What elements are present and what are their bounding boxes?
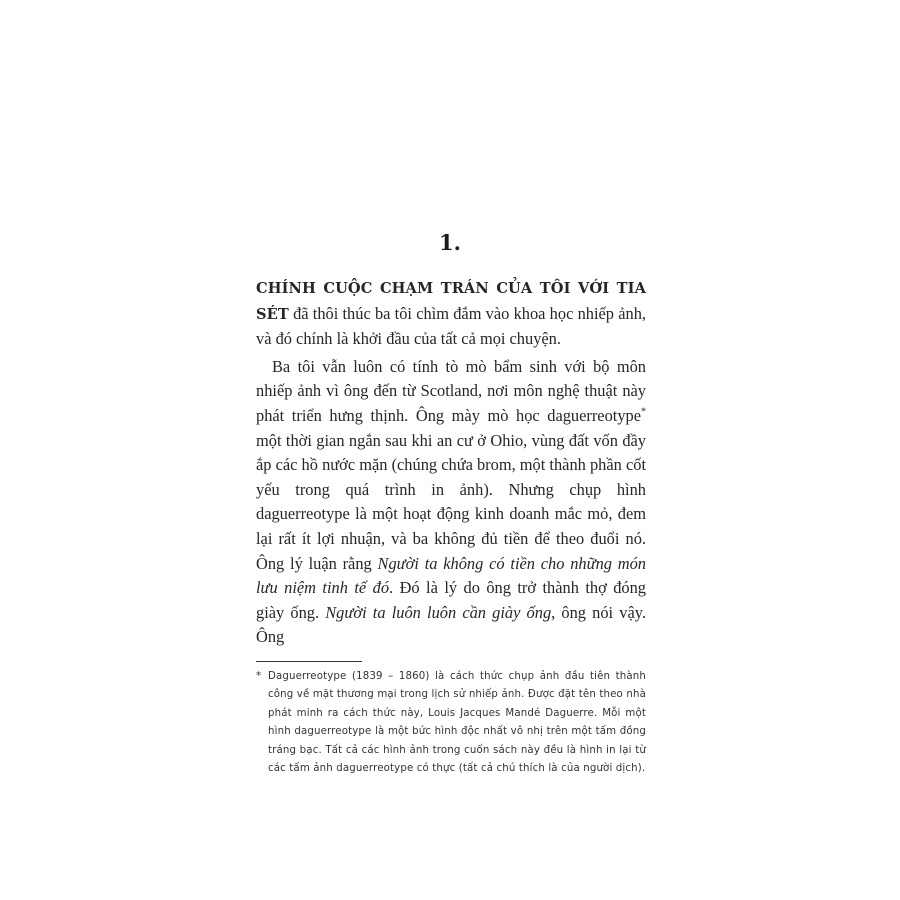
paragraph-2-part-2: một thời gian ngắn sau khi an cư ở Ohio, vùng đất vốn đầy ắp các hồ nước mặn (chúng chứa brom, một thành phần cốt yếu trong quá trình in ảnh). Nhưng chụp hình daguerreotype là một hoạt động kinh doanh mắc mỏ, đem lại rất ít lợi nhuận, và ba không đủ tiền để theo đuổi nó. Ông lý luận rằng bbox=[256, 430, 646, 573]
paragraph-2-part-1: Ba tôi vẫn luôn có tính tò mò bẩm sinh với bộ môn nhiếp ảnh vì ông đến từ Scotland, nơi môn nghệ thuật này phát triển hưng thịnh. Ông mày mò học daguerreotype bbox=[256, 356, 646, 425]
paragraph-2-part-3: . Đó là lý do ông trở thành thợ đóng giày ống. bbox=[256, 578, 646, 622]
footnote bbox=[256, 668, 646, 778]
paragraph-2-part-4: , ông nói vậy. Ông bbox=[256, 602, 646, 647]
footnote-reference: * bbox=[641, 406, 646, 418]
paragraph-1 bbox=[256, 276, 646, 352]
paragraph-1-text: đã thôi thúc ba tôi chìm đắm vào khoa học nhiếp ảnh, và đó chính là khởi đầu của tất cả mọi chuyện. bbox=[256, 303, 646, 349]
paragraph-2 bbox=[256, 355, 646, 650]
footnote-text: Daguerreotype (1839 – 1860) là cách thức chụp ảnh đầu tiên thành công về mặt thương mại trong lịch sử nhiếp ảnh. Được đặt tên theo nhà phát minh ra cách thức này, Louis Jacques Mandé Daguerre. Mỗi một hình daguerreotype là một bức hình độc nhất vô nhị trên một tấm đồng tráng bạc. Tất cả các hình ảnh trong cuốn sách này đều là hình in lại từ các tấm ảnh daguerreotype có thực (tất cả chú thích là của người dịch). bbox=[268, 671, 646, 775]
chapter-number: 1. bbox=[439, 230, 461, 255]
footnote-mark: * bbox=[256, 671, 262, 682]
body-text bbox=[256, 276, 646, 650]
paragraph-2-italic-quote-1: Người ta không có tiền cho những món lưu niệm tinh tế đó bbox=[256, 553, 646, 598]
footnote-divider bbox=[256, 661, 362, 662]
paragraph-1-lead-caps: CHÍNH CUỘC CHẠM TRÁN CỦA TÔI VỚI TIA SÉT bbox=[256, 280, 646, 323]
paragraph-2-italic-quote-2: Người ta luôn luôn cần giày ống bbox=[325, 602, 552, 622]
